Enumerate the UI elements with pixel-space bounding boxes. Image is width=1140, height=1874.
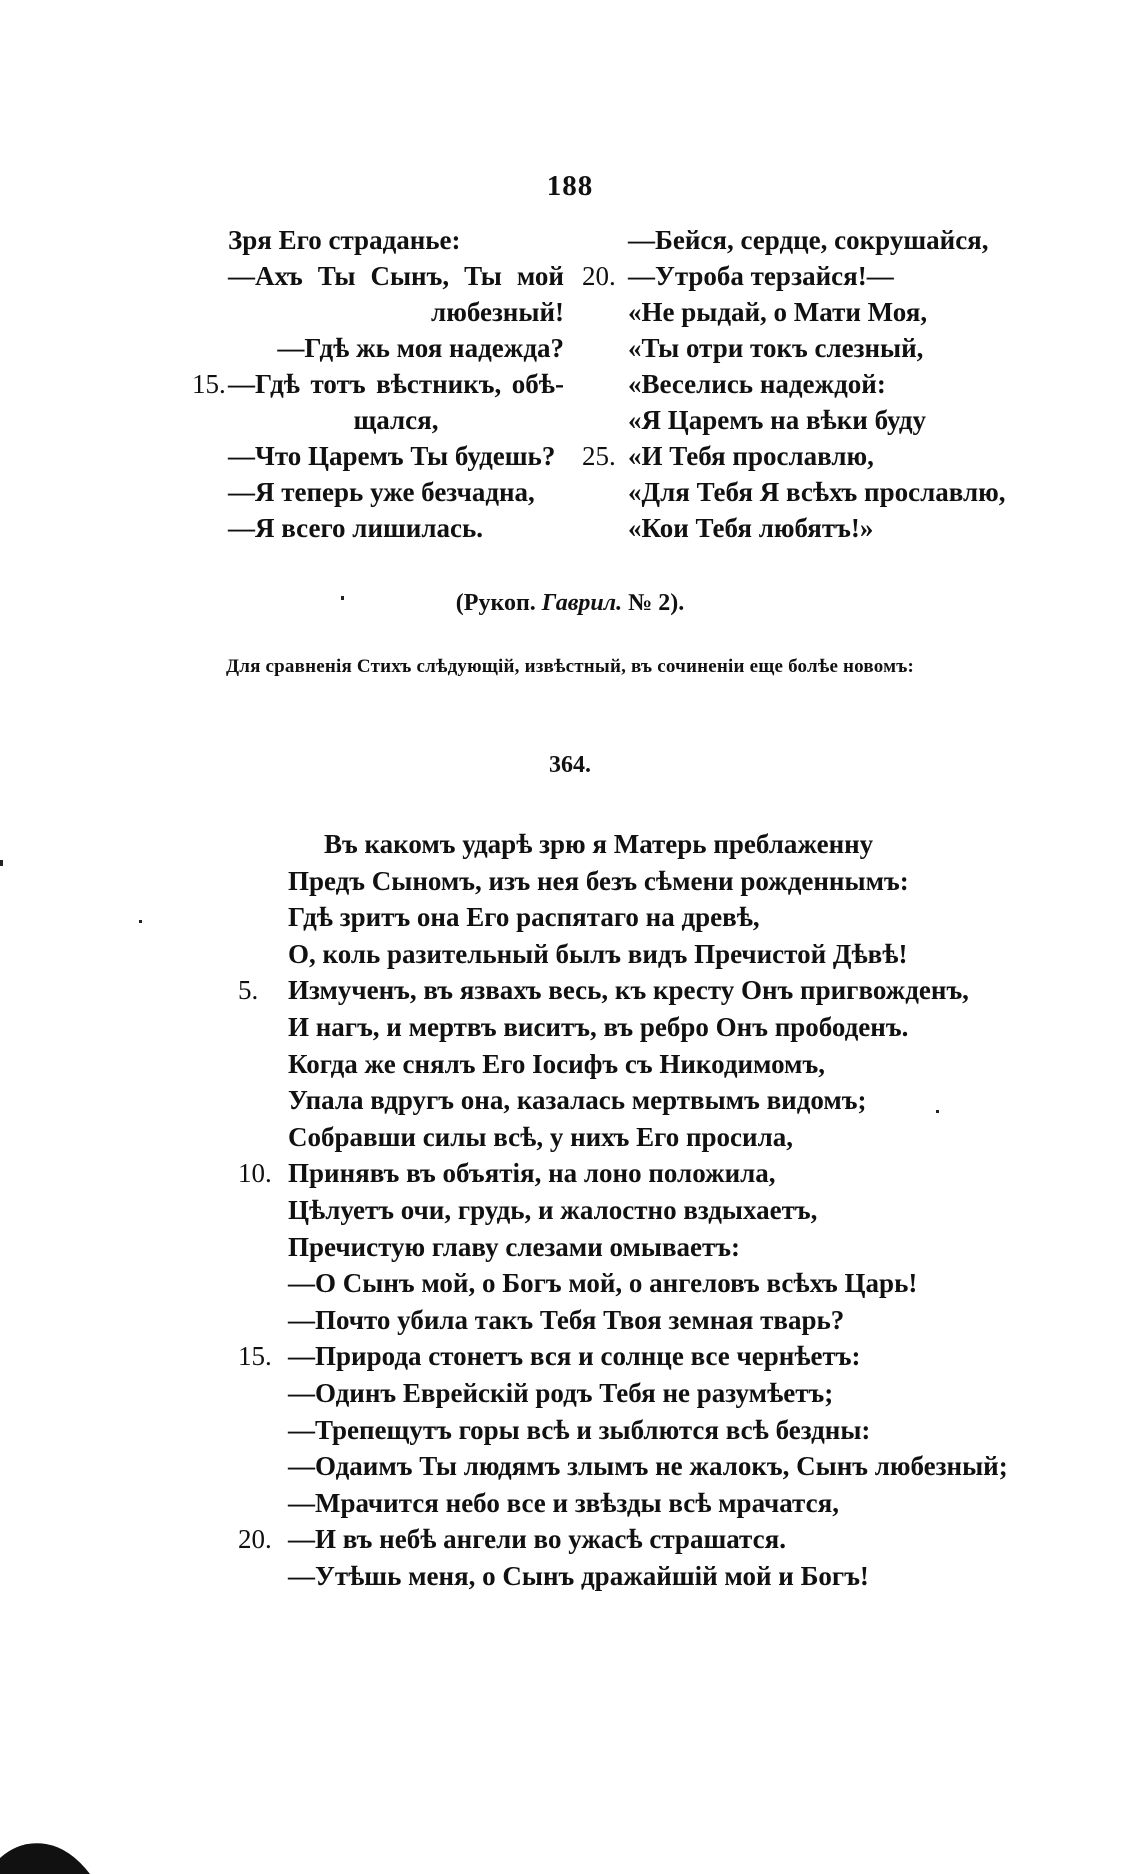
poem-line-text: —О Сынъ мой, о Богъ мой, о ангеловъ всѣхъ Царь!	[288, 1268, 918, 1299]
poem-line	[288, 1448, 1008, 1485]
poem-line	[238, 1521, 1008, 1558]
poem-line-text: Собравши силы всѣ, у нихъ Его просила,	[288, 1121, 793, 1152]
left-verse-column	[192, 222, 608, 546]
right-column-line	[628, 366, 1028, 402]
right-column-line	[628, 222, 1028, 258]
poem-line	[238, 1338, 1008, 1375]
left-column-line	[228, 330, 608, 366]
poem-line-text: Когда же снялъ Его Іосифъ съ Никодимомъ,	[288, 1048, 825, 1079]
poem-line-text: —Одинъ Еврейскій родъ Тебя не разумѣетъ;	[288, 1377, 834, 1408]
poem-line	[288, 1412, 1008, 1449]
poem-line-text: —Природа стонетъ вся и солнце все чернѣетъ:	[288, 1341, 861, 1372]
scan-speck	[139, 920, 142, 923]
right-verse-column	[582, 222, 1028, 546]
verse-line-text: Зря Его страданье:	[228, 225, 461, 255]
verse-line-text: щался,	[353, 405, 439, 435]
left-column-line	[228, 474, 608, 510]
left-column-line	[228, 510, 608, 546]
verse-line-text: «Для Тебя Я всѣхъ прославлю,	[628, 477, 1006, 507]
poem-line-number: 15.	[238, 1341, 272, 1372]
left-column-line	[228, 294, 608, 330]
verse-line-text: «Ты отри токъ слезный,	[628, 333, 924, 363]
poem-line	[288, 1375, 1008, 1412]
right-column-line	[628, 402, 1028, 438]
verse-line-text: —Гдѣ жь моя надежда?	[277, 333, 564, 363]
poem-line	[288, 1265, 1008, 1302]
poem-line-text: —Мрачится небо все и звѣзды всѣ мрачатся,	[288, 1487, 839, 1518]
verse-word: обѣ-	[511, 369, 564, 399]
poem-line	[288, 1485, 1008, 1522]
verse-line-text: —Бейся, сердце, сокрушайся,	[628, 225, 989, 255]
verse-word: тотъ	[310, 369, 366, 399]
verse-line-text: «И Тебя прославлю,	[628, 441, 874, 471]
verse-line-text: любезный!	[431, 297, 564, 327]
poem-line	[288, 826, 1008, 863]
verse-line-text: «Кои Тебя любятъ!»	[628, 513, 874, 543]
poem-line-number: 10.	[238, 1158, 272, 1189]
poem-body	[238, 826, 1008, 1594]
verse-line-text	[228, 366, 564, 402]
verse-word: Ты	[317, 261, 356, 291]
poem-line-number: 5.	[238, 975, 259, 1006]
poem-line-text: —Почто убила такъ Тебя Твоя земная тварь?	[288, 1304, 845, 1335]
source-citation-close: № 2).	[622, 590, 685, 616]
right-column-line	[582, 438, 1028, 474]
poem-line	[288, 1558, 1008, 1595]
verse-line-text: —Утроба терзайся!—	[628, 261, 894, 291]
poem-line	[288, 1009, 1008, 1046]
left-column-line	[228, 438, 608, 474]
poem-line-text: Цѣлуетъ очи, грудь, и жалостно вздыхаетъ,	[288, 1194, 818, 1225]
scan-speck	[0, 860, 3, 866]
poem-line-text: О, коль разительный былъ видъ Пречистой Дѣвѣ!	[288, 938, 908, 969]
verse-line-text: «Не рыдай, о Мати Моя,	[628, 297, 928, 327]
verse-word: —Гдѣ	[228, 369, 301, 399]
poem-line-number: 20.	[238, 1524, 272, 1555]
poem-line	[288, 936, 1008, 973]
source-citation-italic: Гаврил.	[541, 590, 623, 616]
right-column-line	[628, 510, 1028, 546]
verse-word: —Ахъ	[228, 261, 303, 291]
poem-line-text: —Одаимъ Ты людямъ злымъ не жалокъ, Сынъ любезный;	[288, 1451, 1008, 1482]
verse-line-text: «Я Царемъ на вѣки буду	[628, 405, 927, 435]
poem-line	[288, 1082, 1008, 1119]
left-column-line	[228, 402, 608, 438]
verse-word: мой	[516, 261, 564, 291]
verse-line-number: 20.	[582, 261, 616, 291]
poem-line-text: Пречистую главу слезами омываетъ:	[288, 1231, 741, 1262]
verse-line-number: 15.	[192, 369, 226, 399]
poem-number: 364.	[549, 752, 591, 778]
verse-line-number: 25.	[582, 441, 616, 471]
poem-line	[288, 899, 1008, 936]
poem-line	[288, 1119, 1008, 1156]
poem-line	[288, 1302, 1008, 1339]
poem-line-text: —Трепещутъ горы всѣ и зыблются всѣ бездны:	[288, 1414, 871, 1445]
scan-speck	[936, 1110, 939, 1113]
poem-line-text: Гдѣ зритъ она Его распятаго на древѣ,	[288, 902, 760, 933]
poem-line-text: Въ какомъ ударѣ зрю я Матерь преблаженну	[324, 829, 874, 859]
left-column-line	[228, 222, 608, 258]
poem-line-text: И нагъ, и мертвъ виситъ, въ ребро Онъ прободенъ.	[288, 1011, 909, 1042]
poem-line-text: Измученъ, въ язвахъ весь, къ кресту Онъ пригвожденъ,	[288, 975, 969, 1006]
right-column-line	[582, 258, 1028, 294]
poem-line	[288, 863, 1008, 900]
source-citation-open: (Рукоп.	[455, 590, 542, 616]
verse-word: Сынъ,	[370, 261, 450, 291]
verse-line-text: «Веселись надеждой:	[628, 369, 886, 399]
comparison-note: Для сравненія Стихъ слѣдующій, извѣстный, въ сочиненіи еще болѣе новомъ:	[225, 656, 915, 677]
left-column-line	[228, 258, 608, 294]
verse-line-text	[228, 258, 564, 294]
verse-word: вѣстникъ,	[376, 369, 502, 399]
scan-speck	[341, 596, 344, 600]
scan-ink-blot	[0, 1838, 92, 1874]
poem-line-text: Упала вдругъ она, казалась мертвымъ видомъ;	[288, 1085, 867, 1116]
verse-word: Ты	[464, 261, 502, 291]
verse-line-text: —Что Царемъ Ты будешь?	[228, 441, 556, 471]
verse-line-text: —Я теперь уже безчадна,	[228, 477, 535, 507]
poem-line-text: —И въ небѣ ангели во ужасѣ страшатся.	[288, 1524, 786, 1555]
poem-line	[288, 1192, 1008, 1229]
poem-line-text: Предъ Сыномъ, изъ нея безъ сѣмени рожденнымъ:	[288, 865, 909, 896]
right-column-line	[628, 294, 1028, 330]
poem-line-text: Принявъ въ объятія, на лоно положила,	[288, 1158, 776, 1189]
poem-line	[238, 972, 1008, 1009]
right-column-line	[628, 330, 1028, 366]
poem-line	[238, 1155, 1008, 1192]
left-column-line	[192, 366, 608, 402]
right-column-line	[628, 474, 1028, 510]
poem-line	[288, 1046, 1008, 1083]
poem-line	[288, 1229, 1008, 1266]
source-citation	[0, 590, 1140, 617]
page-number: 188	[546, 170, 594, 202]
poem-line-text: —Утѣшь меня, о Сынъ дражайшій мой и Богъ!	[288, 1560, 869, 1591]
verse-line-text: —Я всего лишилась.	[228, 513, 484, 543]
